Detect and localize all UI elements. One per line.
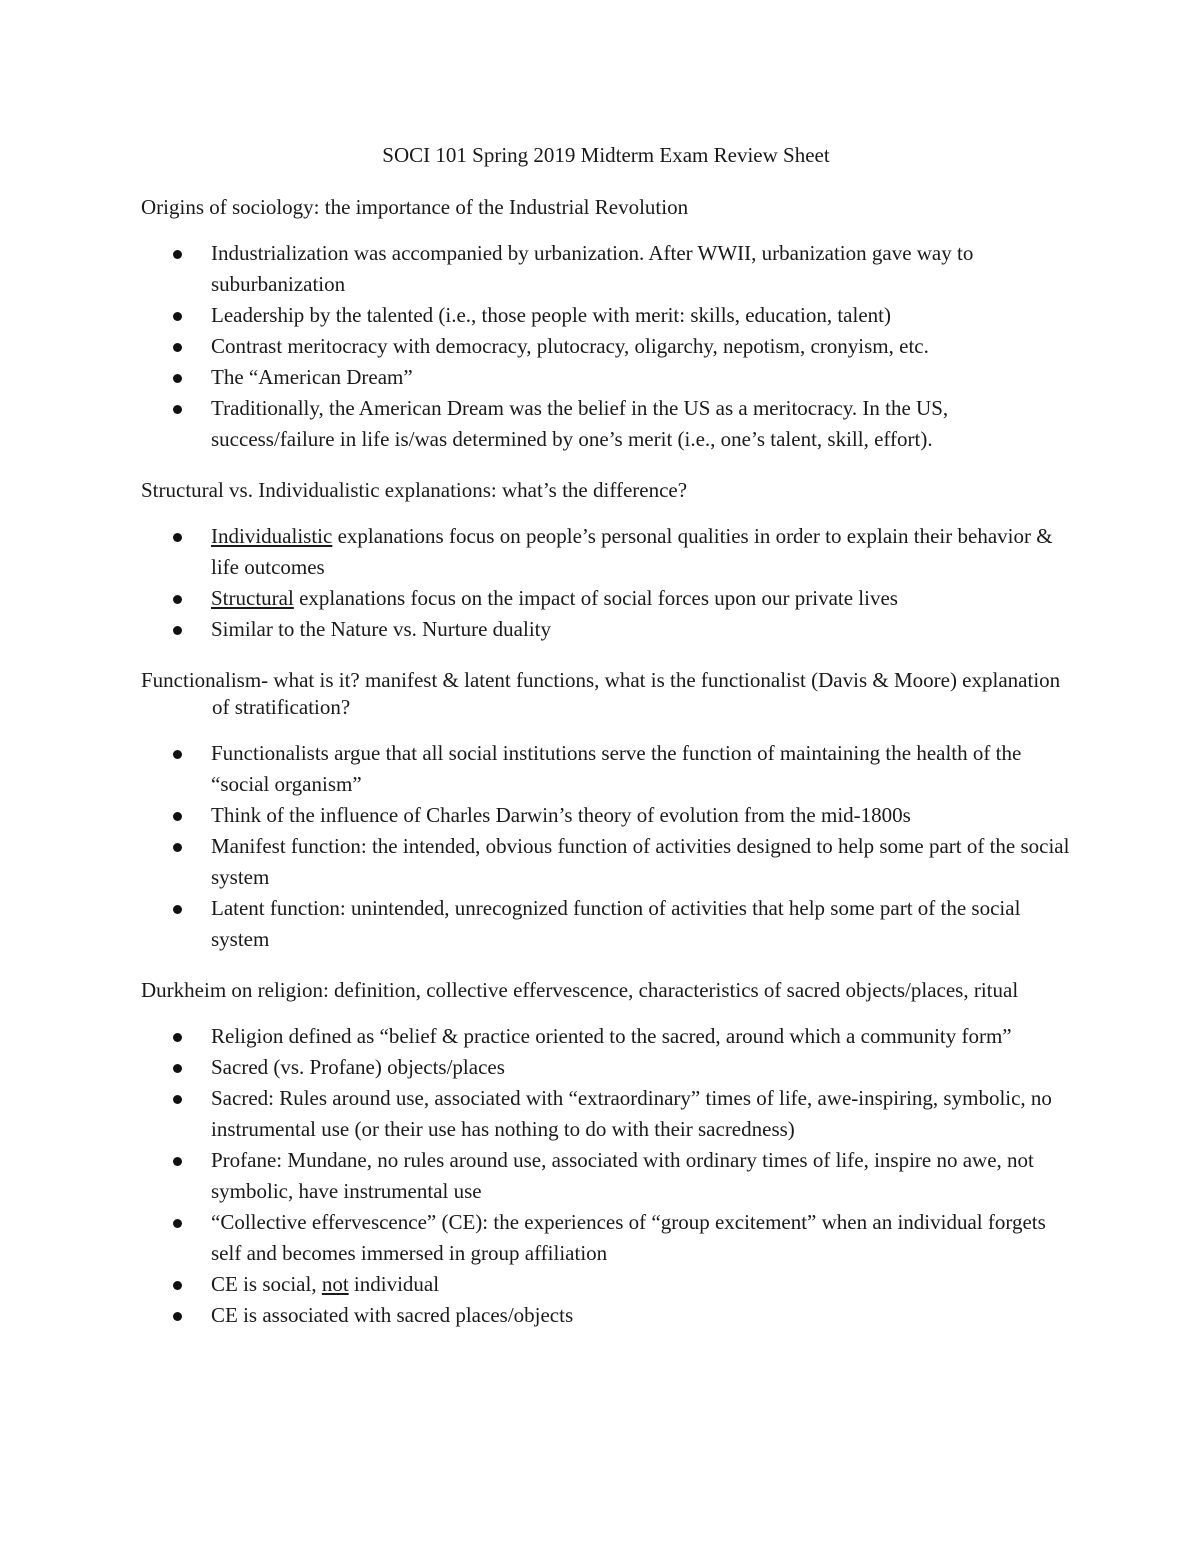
list-item-text: Sacred (vs. Profane) objects/places — [211, 1055, 505, 1079]
list-item-text: Latent function: unintended, unrecognized function of activities that help some part of the social system — [211, 896, 1021, 951]
page-title: SOCI 101 Spring 2019 Midterm Exam Review Sheet — [382, 143, 830, 167]
bullet-icon — [173, 374, 182, 383]
list-item-text: “Collective effervescence” (CE): the experiences of “group excitement” when an individual forgets self and becomes immersed in group affiliation — [211, 1210, 1046, 1265]
bullet-icon — [173, 595, 182, 604]
list-item-text: Manifest function: the intended, obvious function of activities designed to help some part of the social system — [211, 834, 1070, 889]
bullet-icon — [173, 905, 182, 914]
list-item-text: individual — [348, 1272, 440, 1296]
list-item — [141, 300, 1071, 331]
underlined-term: Individualistic — [211, 524, 333, 548]
list-item-text: The “American Dream” — [211, 365, 413, 389]
list-item — [141, 1269, 1071, 1300]
list-item-text: Industrialization was accompanied by urbanization. After WWII, urbanization gave way to suburbanization — [211, 241, 974, 296]
list-item-text: Sacred: Rules around use, associated with “extraordinary” times of life, awe-inspiring, symbolic, no instrumental use (or their use has nothing to do with their sacredness) — [211, 1086, 1052, 1141]
list-item-text: Similar to the Nature vs. Nurture duality — [211, 617, 552, 641]
bullet-icon — [173, 1064, 182, 1073]
bullet-icon — [173, 1312, 182, 1321]
bullet-list — [141, 738, 1071, 955]
bullet-list — [141, 521, 1071, 645]
bullet-icon — [173, 343, 182, 352]
list-item-text: Contrast meritocracy with democracy, plutocracy, oligarchy, nepotism, cronyism, etc. — [211, 334, 929, 358]
bullet-icon — [173, 1281, 182, 1290]
list-item — [141, 1021, 1071, 1052]
list-item — [141, 238, 1071, 300]
section-heading: Functionalism- what is it? manifest & latent functions, what is the functionalist (Davis & Moore) explanation of stratification? — [141, 668, 1061, 719]
list-item — [141, 893, 1071, 955]
bullet-icon — [173, 1095, 182, 1104]
bullet-icon — [173, 1157, 182, 1166]
list-item-text: Functionalists argue that all social institutions serve the function of maintaining the health of the “social organism” — [211, 741, 1022, 796]
list-item — [141, 738, 1071, 800]
section-structural-vs-individualistic — [141, 477, 1071, 645]
section-origins — [141, 194, 1071, 455]
section-heading: Origins of sociology: the importance of the Industrial Revolution — [141, 195, 689, 219]
bullet-icon — [173, 843, 182, 852]
bullet-icon — [173, 626, 182, 635]
list-item-text: Profane: Mundane, no rules around use, associated with ordinary times of life, inspire no awe, not symbolic, have instrumental use — [211, 1148, 1034, 1203]
list-item — [141, 521, 1071, 583]
bullet-icon — [173, 533, 182, 542]
document-content — [141, 140, 1071, 1353]
list-item-text: CE is associated with sacred places/objects — [211, 1303, 574, 1327]
section-heading: Durkheim on religion: definition, collective effervescence, characteristics of sacred objects/places, ritual — [141, 978, 1019, 1002]
section-durkheim-religion — [141, 977, 1071, 1331]
list-item — [141, 1300, 1071, 1331]
list-item — [141, 1145, 1071, 1207]
list-item-text: explanations focus on people’s personal qualities in order to explain their behavior & life outcomes — [211, 524, 1053, 579]
list-item-text: CE is social, — [211, 1272, 322, 1296]
section-heading: Structural vs. Individualistic explanations: what’s the difference? — [141, 478, 688, 502]
list-item-text: Religion defined as “belief & practice oriented to the sacred, around which a community form” — [211, 1024, 1012, 1048]
bullet-icon — [173, 812, 182, 821]
bullet-list — [141, 238, 1071, 455]
list-item-text: Traditionally, the American Dream was the belief in the US as a meritocracy. In the US, success/failure in life is/was determined by one’s merit (i.e., one’s talent, skill, effort). — [211, 396, 949, 451]
bullet-icon — [173, 1033, 182, 1042]
list-item — [141, 1083, 1071, 1145]
bullet-icon — [173, 250, 182, 259]
list-item — [141, 362, 1071, 393]
list-item — [141, 1207, 1071, 1269]
underlined-term: Structural — [211, 586, 294, 610]
bullet-icon — [173, 750, 182, 759]
list-item-text: Think of the influence of Charles Darwin’s theory of evolution from the mid-1800s — [211, 803, 911, 827]
list-item — [141, 1052, 1071, 1083]
list-item-text: explanations focus on the impact of social forces upon our private lives — [293, 586, 898, 610]
list-item — [141, 583, 1071, 614]
list-item — [141, 393, 1071, 455]
list-item-text: Leadership by the talented (i.e., those people with merit: skills, education, talent) — [211, 303, 891, 327]
list-item — [141, 331, 1071, 362]
bullet-icon — [173, 405, 182, 414]
underlined-term: not — [321, 1272, 349, 1296]
bullet-list — [141, 1021, 1071, 1331]
list-item — [141, 800, 1071, 831]
bullet-icon — [173, 1219, 182, 1228]
bullet-icon — [173, 312, 182, 321]
section-functionalism — [141, 667, 1071, 955]
list-item — [141, 614, 1071, 645]
list-item — [141, 831, 1071, 893]
